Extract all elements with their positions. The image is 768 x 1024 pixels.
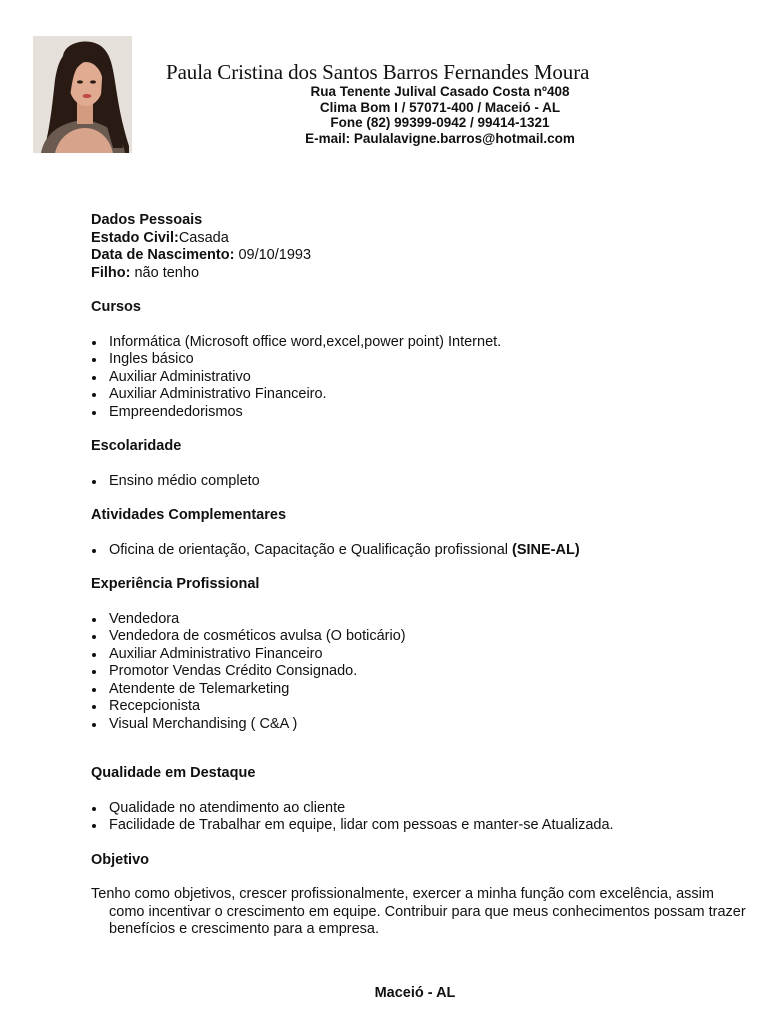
- courses-list: [91, 334, 751, 422]
- children-value: não tenho: [130, 264, 200, 281]
- list-item: Empreendedorismos: [91, 404, 751, 422]
- birth-date-line: [91, 247, 751, 265]
- list-item: Ensino médio completo: [91, 473, 751, 491]
- phone-line: Fone (82) 99399-0942 / 99414-1321: [330, 115, 550, 130]
- list-item: Informática (Microsoft office word,excel,power point) Internet.: [91, 334, 751, 352]
- courses-section-title: Cursos: [91, 299, 141, 315]
- list-item: Auxiliar Administrativo Financeiro: [91, 646, 751, 664]
- list-item: Recepcionista: [91, 698, 751, 716]
- civil-status-value: Casada: [178, 229, 229, 246]
- activity-text: Oficina de orientação, Capacitação e Qualificação profissional: [109, 541, 513, 558]
- list-item: Atendente de Telemarketing: [91, 681, 751, 699]
- children-label: Filho:: [91, 264, 131, 281]
- education-list: [91, 473, 751, 491]
- profile-photo: [33, 36, 132, 153]
- city-line: Clima Bom I / 57071-400 / Maceió - AL: [319, 99, 561, 115]
- objective-text: Tenho como objetivos, crescer profissionalmente, exercer a minha função com excelência, assim como incentivar o crescimento em equipe. Contribuir para que meus conhecimentos possam trazer benefícios e crescimento para a empresa.: [91, 886, 746, 937]
- candidate-name: Paula Cristina dos Santos Barros Fernandes Moura: [166, 60, 590, 84]
- qualities-list: [91, 800, 751, 835]
- civil-status-label: Estado Civil:: [91, 229, 179, 246]
- list-item: Ingles básico: [91, 351, 751, 369]
- experience-section-title: Experiência Profissional: [91, 576, 260, 592]
- objective-section-title: Objetivo: [91, 851, 150, 868]
- list-item: Vendedora de cosméticos avulsa (O boticário): [91, 628, 751, 646]
- contact-block: [290, 84, 590, 146]
- civil-status-line: [91, 230, 751, 248]
- email-line: E-mail: Paulalavigne.barros@hotmail.com: [305, 130, 575, 146]
- list-item: Auxiliar Administrativo: [91, 369, 751, 387]
- experience-list: [91, 611, 751, 734]
- list-item: Auxiliar Administrativo Financeiro.: [91, 386, 751, 404]
- list-item: Visual Merchandising ( C&A ): [91, 716, 751, 734]
- education-section-title: Escolaridade: [91, 438, 182, 454]
- list-item: Qualidade no atendimento ao cliente: [91, 800, 751, 818]
- activities-list: [91, 542, 751, 560]
- resume-body: [91, 212, 751, 939]
- portrait-image: [33, 36, 132, 153]
- footer-location: Maceió - AL: [374, 985, 456, 1001]
- birth-date-value: 09/10/1993: [234, 247, 312, 263]
- list-item: Facilidade de Trabalhar em equipe, lidar com pessoas e manter-se Atualizada.: [91, 817, 751, 835]
- personal-section-title: Dados Pessoais: [91, 212, 203, 228]
- children-line: [91, 265, 751, 283]
- list-item: [91, 542, 751, 560]
- activity-org: (SINE-AL): [512, 541, 580, 558]
- list-item: Promotor Vendas Crédito Consignado.: [91, 663, 751, 681]
- list-item: Vendedora: [91, 611, 751, 629]
- qualities-section-title: Qualidade em Destaque: [91, 765, 256, 781]
- activities-section-title: Atividades Complementares: [91, 507, 287, 523]
- address-line: Rua Tenente Julival Casado Costa nº408: [310, 84, 570, 99]
- birth-date-label: Data de Nascimento:: [91, 247, 235, 263]
